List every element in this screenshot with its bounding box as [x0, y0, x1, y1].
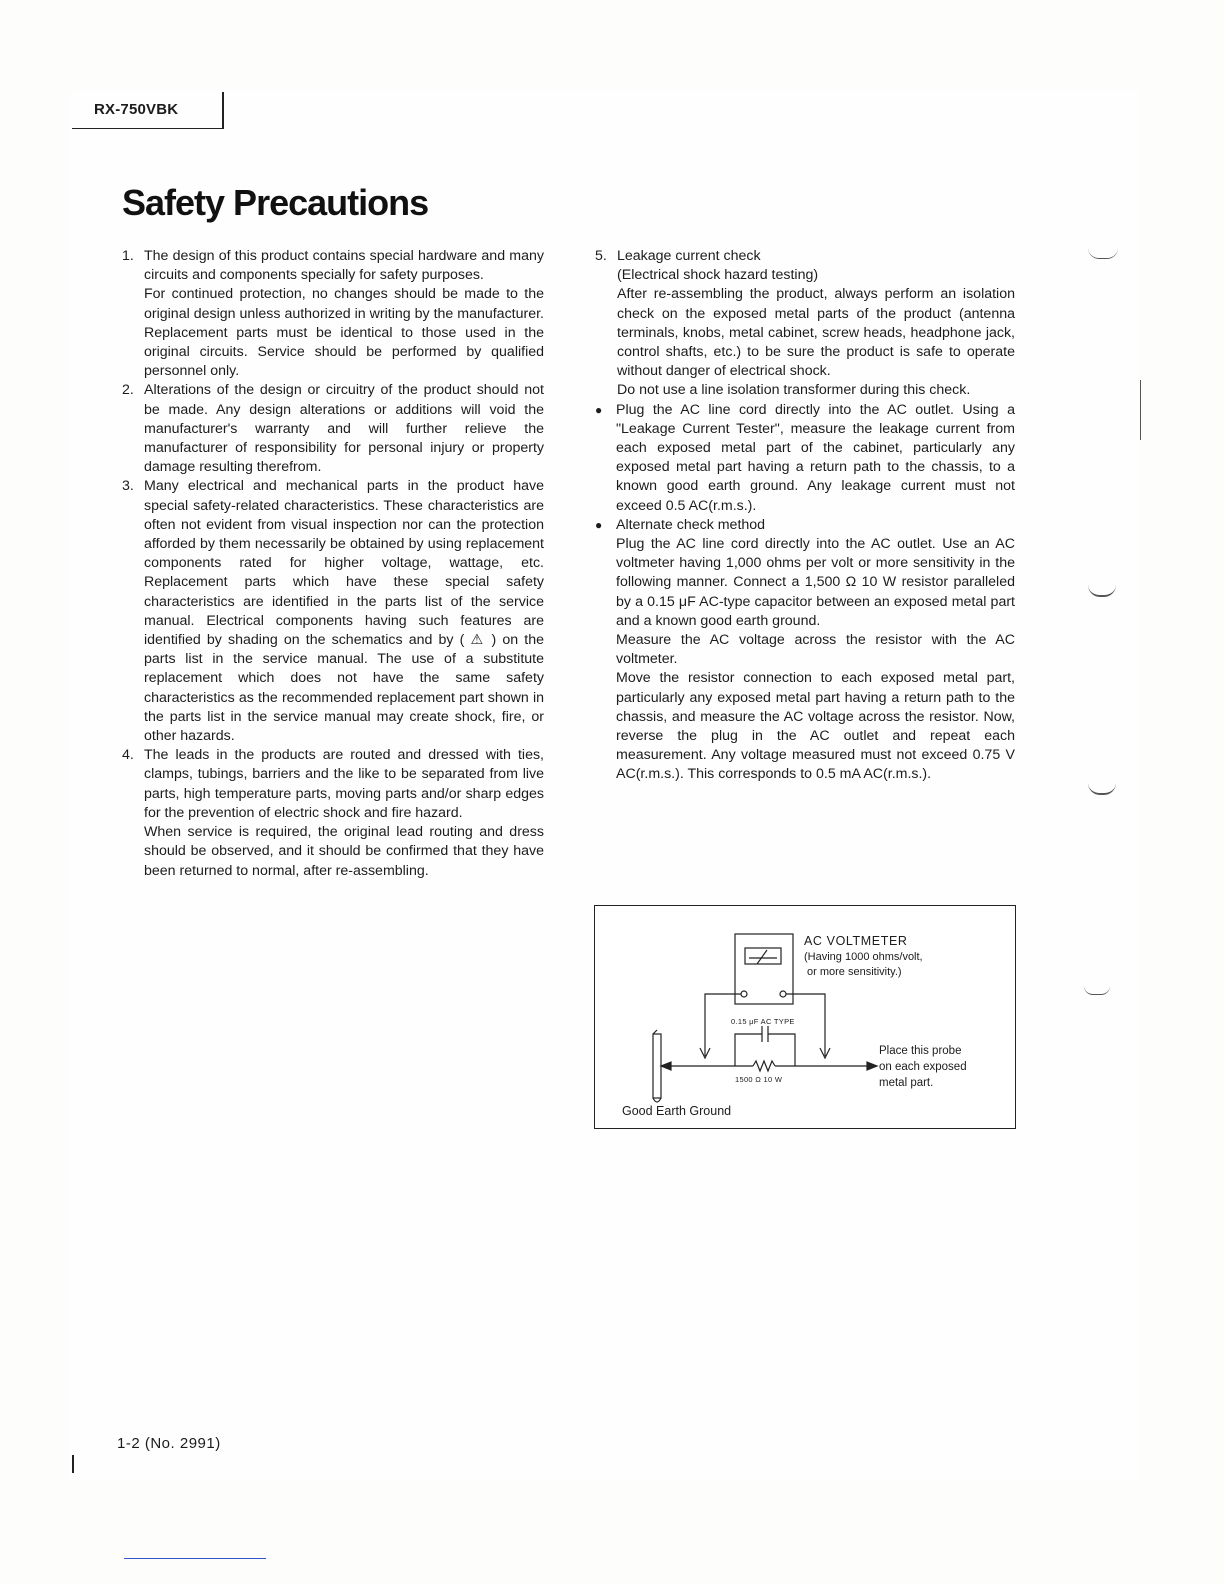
item-paragraph: Do not use a line isolation transformer during this check.	[617, 382, 971, 399]
margin-mark	[72, 1455, 74, 1473]
bullet-dot-icon: ●	[595, 517, 603, 532]
probe-note: Place this probe	[879, 1045, 962, 1057]
item-paragraph: The design of this product contains special hardware and many circuits and components specially for safety purposes.	[144, 248, 544, 284]
item-paragraph: When service is required, the original lead routing and dress should be observed, and it should be confirmed that they have been returned to normal, after re-assembling.	[144, 824, 544, 879]
voltmeter-note: (Having 1000 ohms/volt,	[804, 951, 923, 963]
ground-label: Good Earth Ground	[622, 1104, 732, 1118]
bullet-paragraph: Plug the AC line cord directly into the AC outlet. Using a "Leakage Current Tester", measure the leakage current from each exposed metal part of the cabinet, particularly any exposed metal part having a return path to the chassis, to a known good earth ground. Any leakage current must not exceed 0.5 AC(r.m.s.).	[616, 401, 1015, 514]
bullet-paragraph: Move the resistor connection to each exposed metal part, particularly any exposed metal part having a return path to the chassis, and measure the AC voltage across the resistor. Now, reverse the plug in the AC outlet and repeat each measurement. Any voltage measured must not exceed 0.75 V AC(r.m.s.). This corresponds to 0.5 mA AC(r.m.s.).	[616, 670, 1015, 783]
leakage-heading: Leakage current check	[617, 248, 761, 264]
precaution-item-1	[122, 247, 544, 381]
item-number: 3.	[122, 478, 134, 495]
bullet-item-2	[595, 516, 1015, 785]
voltmeter-note: or more sensitivity.)	[807, 966, 902, 978]
voltmeter-label: AC VOLTMETER	[804, 934, 908, 948]
item-number: 5.	[595, 248, 607, 264]
leakage-test-diagram	[594, 905, 1016, 1129]
bullet-paragraph: Alternate check method	[616, 516, 766, 533]
probe-note: on each exposed	[879, 1061, 967, 1073]
terminal-left	[741, 991, 747, 997]
item-paragraph: The leads in the products are routed and dressed with ties, clamps, tubings, barriers and the like to be separated from live parts, high temperature parts, moving parts and/or sharp edges for the prevention of electric shock and fire hazard.	[144, 747, 544, 821]
item-paragraph: Many electrical and mechanical parts in the product have special safety-related characteristics. These characteristics are often not evident from visual inspection nor can the protection afforded by them necessarily be obtained by using replacement components rated for higher voltage, wattage, etc. Replacement parts which have these special safety characteristics are identified in the parts list of the service manual. Electrical components having such features are identified by shading on the schematics and by ( ⚠ ) on the parts list in the service manual. The use of a substitute replacement which does not have the same safety characteristics as the recommended replacement part shown in the parts list in the service manual may create shock, fire, or other hazards.	[144, 478, 544, 745]
bullet-paragraph: Measure the AC voltage across the resistor with the AC voltmeter.	[616, 632, 1015, 668]
bullet-item-1	[595, 401, 1015, 516]
precaution-item-2	[122, 381, 544, 477]
item-number: 2.	[122, 382, 134, 399]
precaution-item-4	[122, 746, 544, 880]
item-number: 4.	[122, 747, 134, 764]
bullet-dot-icon: ●	[595, 402, 603, 417]
item-number: 1.	[122, 248, 134, 264]
terminal-right	[780, 991, 786, 997]
precaution-item-3	[122, 477, 544, 746]
precaution-item-5	[595, 247, 1015, 401]
scan-line	[124, 1558, 266, 1559]
resistor-label: 1500 Ω 10 W	[735, 1075, 783, 1084]
probe-note: metal part.	[879, 1077, 934, 1089]
scan-mark	[1140, 380, 1142, 440]
right-column	[595, 247, 1015, 785]
item-paragraph: For continued protection, no changes should be made to the original design unless authorized in writing by the manufacturer. Replacement parts must be identical to those used in the original circuits. Service should be performed by qualified personnel only.	[144, 286, 544, 380]
item-paragraph: Alterations of the design or circuitry of the product should not be made. Any design alterations or additions will void the manufacturer's warranty and will further relieve the manufacturer of responsibility for personal injury or property damage resulting therefrom.	[144, 382, 544, 476]
model-number: RX-750VBK	[94, 101, 179, 118]
page-title: Safety Precautions	[122, 182, 429, 223]
item-paragraph: After re-assembling the product, always perform an isolation check on the exposed metal parts of the product (antenna terminals, knobs, metal cabinet, screw heads, headphone jack, control shafts, etc.) to be sure the product is safe to operate without danger of electrical shock.	[617, 286, 1015, 380]
bullet-paragraph: Plug the AC line cord directly into the AC outlet. Use an AC voltmeter having 1,000 ohms per volt or more sensitivity in the following manner. Connect a 1,500 Ω 10 W resistor paralleled by a 0.15 μF AC-type capacitor between an exposed metal part and a known good earth ground.	[616, 536, 1015, 629]
left-column	[122, 247, 544, 881]
page-footer: 1-2 (No. 2991)	[117, 1435, 221, 1452]
capacitor-label: 0.15 μF AC TYPE	[731, 1017, 795, 1026]
leakage-subheading: (Electrical shock hazard testing)	[617, 267, 819, 284]
voltmeter-body	[735, 934, 793, 1004]
